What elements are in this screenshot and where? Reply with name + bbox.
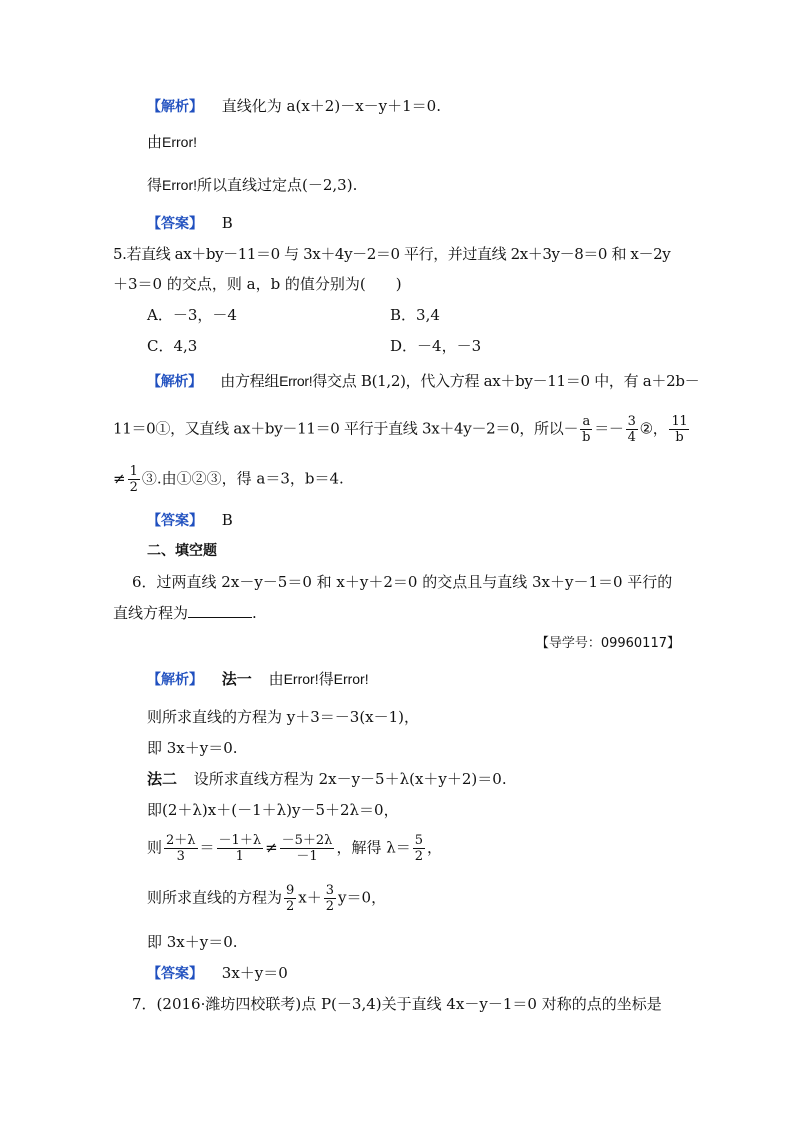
- option-d: D．－4，－3: [390, 337, 482, 355]
- fraction: [280, 833, 335, 864]
- question-7-line-1: 7．(2016·潍坊四校联考)点 P(－3,4)关于直线 4x－y－1＝0 对称的点的坐标是: [132, 995, 662, 1013]
- option-c: C．4,3: [147, 337, 198, 355]
- solution-line: [113, 464, 344, 495]
- solution-line: [113, 414, 691, 445]
- denominator: b: [582, 430, 591, 445]
- numerator: 3: [627, 414, 636, 429]
- numerator: －1＋λ: [218, 833, 262, 848]
- solution-line: [147, 371, 699, 392]
- error-placeholder: Error!: [162, 177, 198, 193]
- denominator: 3: [176, 849, 185, 864]
- answer-line: [147, 963, 288, 984]
- answer-tag: 【答案】: [147, 513, 203, 529]
- solution-line: [147, 883, 386, 914]
- denominator: 4: [627, 430, 636, 445]
- analysis-tag: 【解析】: [147, 99, 203, 115]
- solution-line: [147, 833, 442, 864]
- option-b: B．3,4: [390, 306, 440, 324]
- text: ③.由①②③，得 a＝3，b＝4.: [141, 469, 344, 488]
- question-6-line-1: 6．过两直线 2x－y－5＝0 和 x＋y＋2＝0 的交点且与直线 3x＋y－1＝0 平行的: [132, 573, 673, 591]
- answer-line: [147, 510, 233, 531]
- answer-line: [147, 213, 233, 234]
- text: 得: [318, 670, 334, 688]
- question-5-line-1: 5.若直线 ax＋by－11＝0 与 3x＋4y－2＝0 平行，并过直线 2x＋3y－8＝0 和 x－2y: [113, 245, 671, 263]
- solution-line: [147, 132, 197, 152]
- fraction: [217, 833, 264, 864]
- analysis-tag: 【解析】: [147, 672, 203, 688]
- error-placeholder: Error!: [283, 671, 319, 687]
- analysis-text: 直线化为 a(x＋2)－x－y＋1＝0.: [221, 97, 441, 115]
- option-a: A．－3，－4: [147, 306, 237, 324]
- numerator: 1: [129, 464, 138, 479]
- text: ②，: [639, 419, 668, 438]
- text: 由方程组: [220, 372, 280, 390]
- answer-tag: 【答案】: [147, 216, 203, 232]
- analysis-tag: 【解析】: [147, 374, 202, 390]
- denominator: －1: [296, 849, 318, 864]
- text: 直线方程为: [113, 604, 189, 622]
- answer-tag: 【答案】: [147, 966, 203, 982]
- fraction: [324, 883, 336, 914]
- fraction: [669, 414, 689, 445]
- text: 得: [147, 176, 163, 194]
- reference-text: 【导学号：09960117】: [535, 636, 680, 651]
- solution-line: [147, 175, 357, 195]
- text: 则所求直线的方程为: [147, 888, 283, 907]
- numerator: 5: [414, 833, 423, 848]
- numerator: 9: [286, 883, 295, 898]
- denominator: 2: [286, 899, 295, 914]
- method-label: 法一: [221, 670, 252, 688]
- text: ≠: [113, 469, 126, 488]
- solution-line: 即(2＋λ)x＋(－1＋λ)y－5＋2λ＝0，: [147, 801, 399, 819]
- answer-value: B: [221, 214, 233, 232]
- method-label: 法二: [147, 770, 178, 788]
- solution-line: [147, 769, 507, 789]
- text: 由: [147, 133, 163, 151]
- text: ，解得 λ＝: [336, 838, 411, 857]
- text: 得交点 B(1,2)，代入方程 ax＋by－11＝0 中，有 a＋2b－: [312, 372, 700, 390]
- fraction: [128, 464, 140, 495]
- denominator: 2: [129, 480, 138, 495]
- denominator: 1: [235, 849, 244, 864]
- error-placeholder: Error!: [162, 134, 198, 150]
- answer-value: 3x＋y＝0: [221, 964, 288, 982]
- fraction: [413, 833, 425, 864]
- numerator: a: [580, 414, 592, 430]
- text: ＝: [199, 838, 215, 857]
- fraction: [164, 833, 198, 864]
- numerator: －5＋2λ: [281, 833, 333, 848]
- question-6-line-2: [113, 603, 257, 623]
- text: y＝0，: [338, 888, 387, 907]
- solution-line: 即 3x＋y＝0.: [147, 933, 238, 951]
- text: 由: [268, 670, 284, 688]
- text: ≠: [265, 838, 278, 857]
- answer-blank: [188, 603, 252, 618]
- fraction: [284, 883, 296, 914]
- answer-value: B: [221, 511, 233, 529]
- fraction: [580, 414, 592, 445]
- numerator: 11: [671, 414, 688, 429]
- solution-line: 则所求直线的方程为 y＋3＝－3(x－1)，: [147, 708, 420, 726]
- numerator: 2＋λ: [166, 833, 196, 848]
- solution-line: [147, 96, 441, 117]
- question-5-line-2: ＋3＝0 的交点，则 a，b 的值分别为( ): [113, 275, 402, 293]
- fraction: [626, 414, 638, 445]
- error-placeholder: Error!: [279, 373, 313, 389]
- text: x＋: [298, 888, 322, 907]
- section-title: 二、填空题: [147, 543, 217, 559]
- denominator: 2: [414, 849, 423, 864]
- numerator: 3: [325, 883, 335, 898]
- text: 11＝0①，又直线 ax＋by－11＝0 平行于直线 3x＋4y－2＝0，所以－: [113, 419, 579, 438]
- reference-number: [520, 634, 680, 654]
- denominator: 2: [325, 899, 335, 914]
- text: 设所求直线方程为 2x－y－5＋λ(x＋y＋2)＝0.: [193, 770, 507, 788]
- solution-line: 即 3x＋y＝0.: [147, 739, 238, 757]
- denominator: b: [675, 430, 684, 445]
- text: .: [252, 604, 257, 622]
- text: ，: [427, 838, 443, 857]
- text: 则: [147, 838, 163, 857]
- solution-line: [147, 669, 369, 690]
- error-placeholder: Error!: [333, 671, 369, 687]
- text: 所以直线过定点(－2,3).: [197, 176, 358, 194]
- text: ＝－: [594, 419, 624, 438]
